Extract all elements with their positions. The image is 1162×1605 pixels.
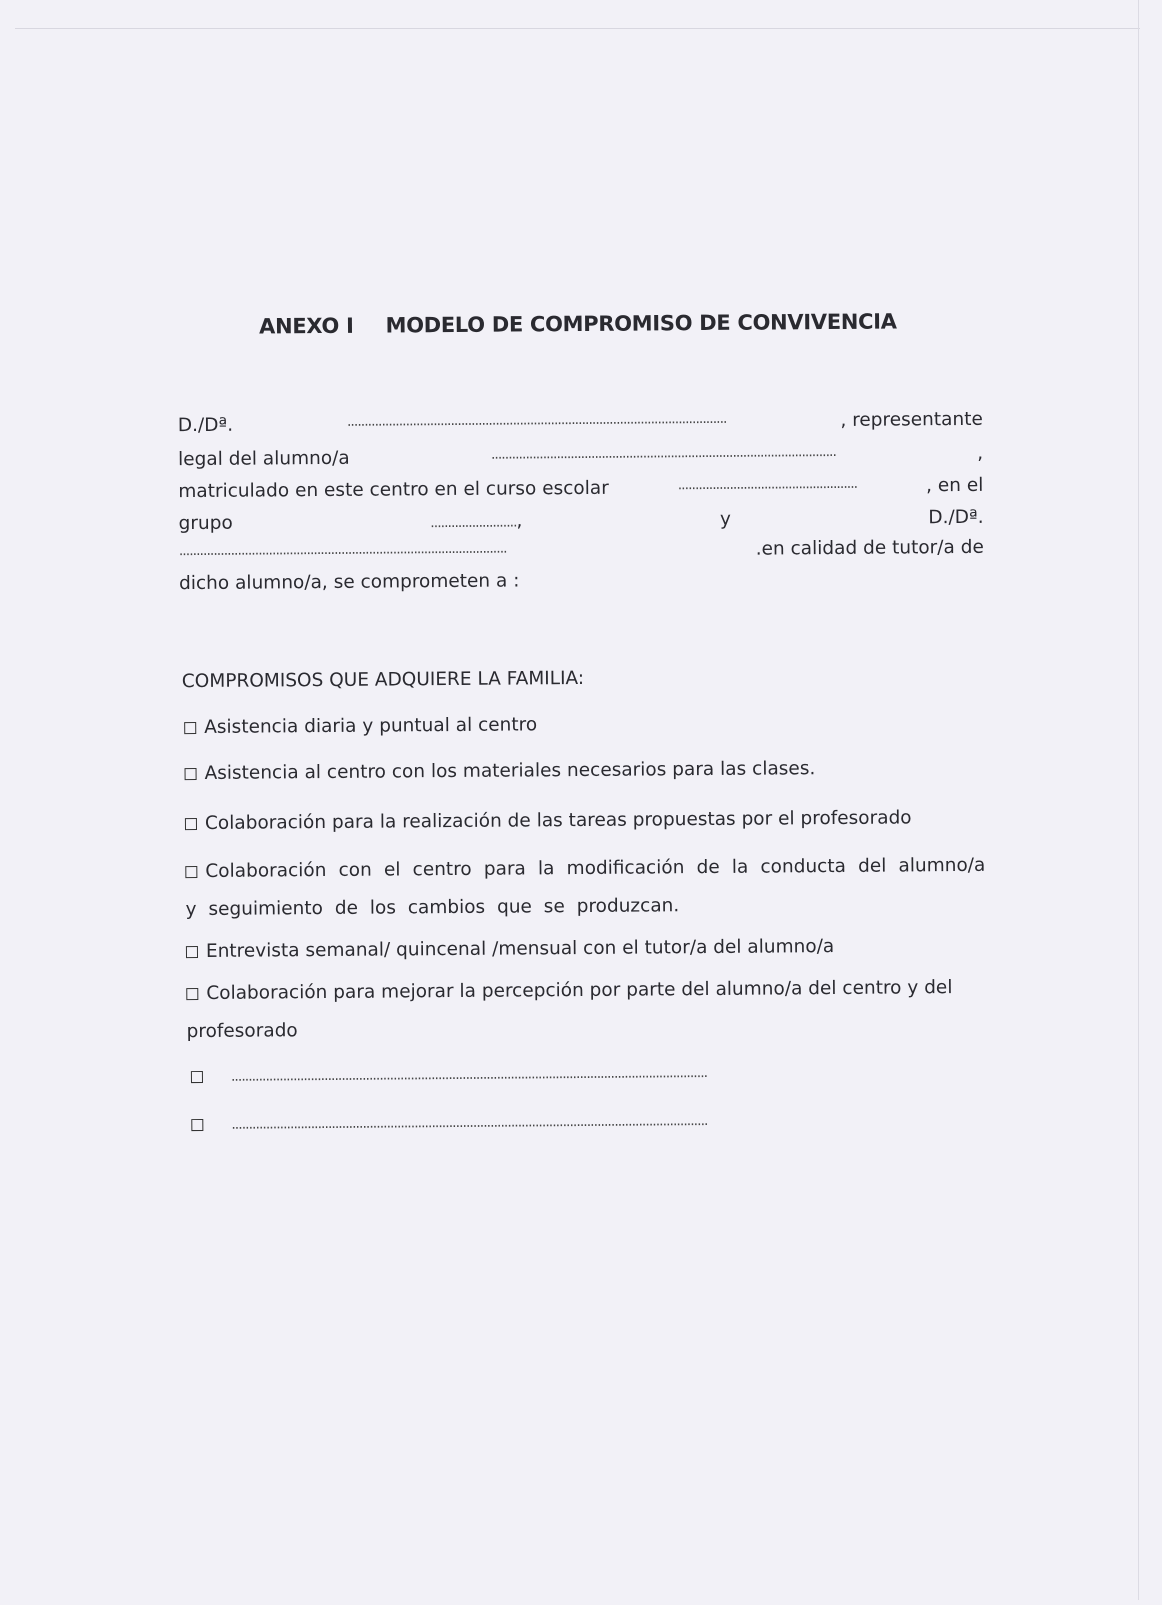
field-label: D./Dª.: [928, 506, 984, 529]
checkbox[interactable]: [185, 818, 197, 830]
blank-line[interactable]: ..........................................................................................................................................: [230, 1065, 708, 1085]
item-text: Colaboración para mejorar la percepción por parte del alumno/a del centro y del profesorado: [186, 977, 953, 1043]
checkbox[interactable]: [185, 866, 197, 878]
commitment-item: [185, 847, 986, 929]
item-text: Asistencia diaria y puntual al centro: [204, 714, 538, 738]
checkbox[interactable]: [185, 768, 197, 780]
title-heading: MODELO DE COMPROMISO DE CONVIVENCIA: [385, 309, 897, 338]
checkbox[interactable]: [186, 988, 198, 1000]
custom-commitment-blank[interactable]: [191, 1113, 707, 1133]
commitment-item: [186, 927, 986, 971]
commitment-item: [185, 799, 985, 843]
checkbox[interactable]: [186, 946, 198, 958]
field-label: D./Dª.: [177, 414, 234, 437]
group-blank[interactable]: .........................: [430, 514, 517, 532]
item-text: Colaboración para la realización de las tareas propuestas por el profesorado: [204, 807, 912, 834]
form-line-6: dicho alumno/a, se comprometen a :: [178, 570, 520, 595]
item-text: Asistencia al centro con los materiales necesarios para las clases.: [204, 758, 816, 784]
tutor-blank[interactable]: ...............................................................................................: [178, 540, 507, 560]
item-text: Entrevista semanal/ quincenal /mensual con el tutor/a del alumno/a: [205, 936, 835, 962]
commitments-heading: COMPROMISOS QUE ADQUIERE LA FAMILIA:: [181, 667, 585, 693]
field-label: , en el: [925, 474, 984, 497]
student-blank[interactable]: ....................................................................................................: [490, 443, 836, 463]
annex-label: ANEXO I: [258, 313, 354, 339]
commitment-item: [184, 749, 984, 793]
form-line-5: [179, 537, 984, 564]
checkbox[interactable]: [184, 722, 196, 734]
page-title: [259, 310, 897, 339]
custom-commitment-blank[interactable]: [191, 1065, 707, 1085]
separator: ,: [516, 510, 523, 532]
form-line-3: [178, 475, 983, 502]
form-line-4: [179, 507, 984, 534]
commitment-item: [186, 969, 997, 1051]
field-label: legal del alumno/a: [178, 447, 350, 471]
field-label: y: [719, 508, 731, 530]
checkbox[interactable]: [191, 1071, 203, 1083]
field-label: grupo: [178, 512, 233, 535]
field-label: matriculado en este centro en el curso escolar: [178, 477, 609, 503]
school-year-blank[interactable]: ....................................................: [677, 475, 858, 494]
name-blank[interactable]: ..............................................................................................................: [346, 410, 727, 430]
blank-line[interactable]: ..........................................................................................................................................: [231, 1113, 708, 1133]
field-label: ,: [977, 442, 984, 464]
form-line-2: [178, 443, 983, 470]
item-text: Colaboración con el centro para la modificación de la conducta del alumno/a y seguimiento de los cambios que se produzcan.: [185, 854, 986, 921]
field-label: .en calidad de tutor/a de: [755, 536, 984, 560]
checkbox[interactable]: [191, 1119, 203, 1131]
commitment-item: [184, 703, 984, 747]
form-line-1: [178, 409, 983, 436]
field-label: , representante: [840, 408, 983, 431]
